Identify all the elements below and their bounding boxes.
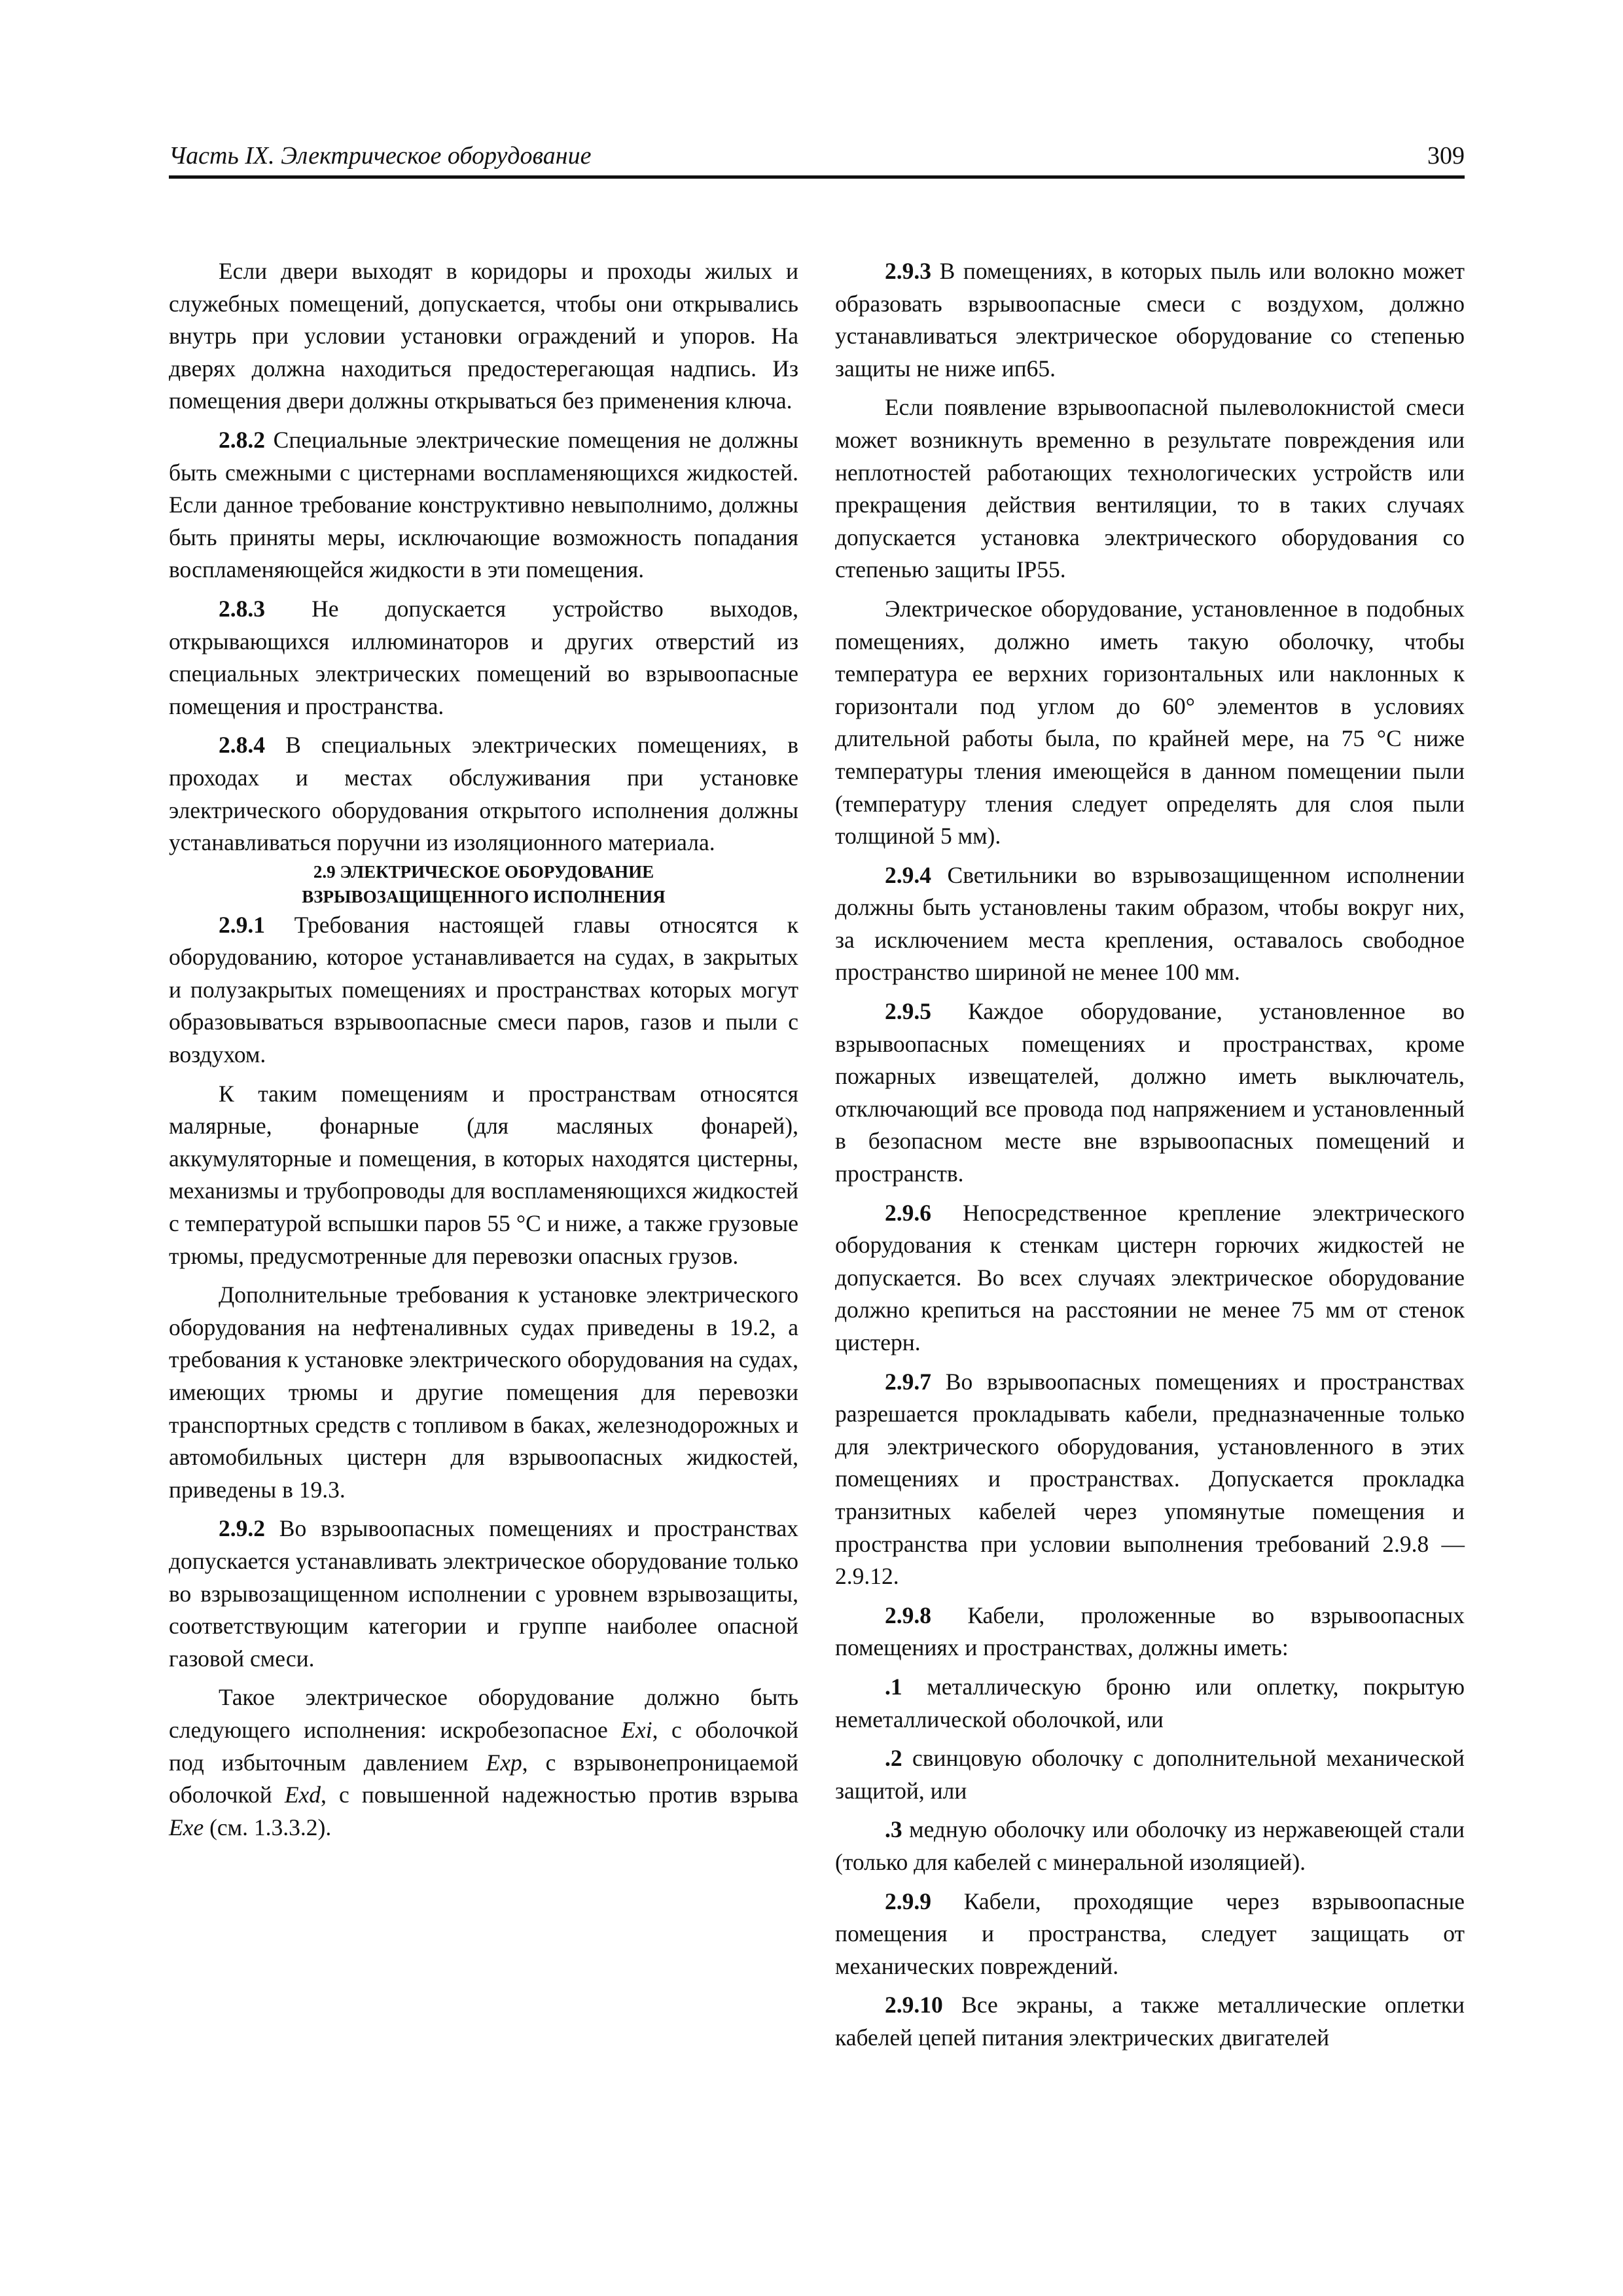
symbol-exp: Exp [486, 1749, 522, 1776]
paragraph: К таким помещениям и пространствам относятся малярные, фонарные (для масляных фонарей), аккумуляторные и помещения, в которых находятся цистерны, механизмы и трубопроводы для воспламеняющихся жидкостей с температурой вспышки паров 55 °C и ниже, а также грузовые трюмы, предусмотренные для перевозки опасных грузов. [169, 1080, 798, 1269]
section-heading-line-1: 2.9 ЭЛЕКТРИЧЕСКОЕ ОБОРУДОВАНИЕ [313, 861, 654, 882]
list-item-number: .2 [885, 1745, 902, 1772]
clause-text: Каждое оборудование, установленное во взрывоопасных помещениях и пространствах, кроме пожарных извещателей, должно иметь выключатель, отключающий все провода под напряжением и установленный в безопасном месте вне взрывоопасных помещений и пространств. [835, 998, 1465, 1187]
paragraph-2-9-4 [835, 859, 1465, 989]
section-heading [169, 859, 798, 909]
text-run: , с повышенной надежностью против взрыва [321, 1782, 798, 1808]
symbol-exe: Exe [169, 1814, 204, 1840]
text-run: , с оболочкой под избыточным давлением [169, 1716, 798, 1776]
paragraph: Если появление взрывоопасной пылеволокнистой смеси может возникнуть временно в результате повреждения или неплотностей работающих технологических устройств или прекращения действия вентиляции, то в таких случаях допускается установка электрического оборудования со степенью защиты IP55. [835, 394, 1465, 583]
paragraph-2-9-7 [835, 1366, 1465, 1593]
clause-text: Непосредственное крепление электрического оборудования к стенкам цистерн горючих жидкостей не допускается. Во всех случаях электрическое оборудование должно крепиться на расстоянии не менее 75 мм от стенок цистерн. [835, 1199, 1465, 1355]
list-item-number: .1 [885, 1673, 902, 1700]
clause-text: Все экраны, а также металлические оплетки кабелей цепей питания электрических двигателей [835, 1992, 1465, 2051]
paragraph-2-9-9 [835, 1886, 1465, 1983]
paragraph-2-9-8 [835, 1600, 1465, 1664]
left-column [169, 255, 798, 1844]
clause-number: 2.9.8 [885, 1602, 931, 1628]
paragraph-2-9-3 [835, 255, 1465, 385]
right-column [835, 255, 1465, 2054]
clause-number: 2.9.9 [885, 1888, 931, 1914]
clause-text: Во взрывоопасных помещениях и пространствах разрешается прокладывать кабели, предназначенные только для электрического оборудования, установленного в этих помещениях и пространствах. Допускается прокладка транзитных кабелей через упомянутые помещения и пространства при условии выполнения требований 2.9.8 — 2.9.12. [835, 1368, 1465, 1590]
clause-number: 2.9.5 [885, 998, 931, 1025]
clause-number: 2.9.4 [885, 861, 931, 888]
paragraph-2-8-4 [169, 729, 798, 859]
page-number: 309 [1427, 142, 1465, 170]
list-item [835, 1814, 1465, 1878]
list-item-text: металлическую броню или оплетку, покрытую неметаллической оболочкой, или [835, 1673, 1465, 1732]
paragraph-2-8-3 [169, 593, 798, 723]
list-item [835, 1671, 1465, 1736]
paragraph-2-9-10 [835, 1989, 1465, 2054]
clause-text: Требования настоящей главы относятся к оборудованию, которое устанавливается на судах, в закрытых и полузакрытых помещениях и пространствах которых могут образовываться взрывоопасные смеси паров, газов и пыли с воздухом. [169, 911, 798, 1068]
clause-number: 2.9.10 [885, 1992, 943, 2018]
clause-number: 2.9.7 [885, 1368, 931, 1395]
clause-text: Светильники во взрывозащищенном исполнении должны быть установлены таким образом, чтобы вокруг них, за исключением места крепления, оставалось свободное пространство шириной не менее 100 мм. [835, 861, 1465, 986]
running-head-title: Часть IX. Электрическое оборудование [169, 142, 592, 170]
header-rule [169, 175, 1465, 179]
list-item-text: свинцовую оболочку с дополнительной механической защитой, или [835, 1745, 1465, 1804]
clause-text: Не допускается устройство выходов, открывающихся иллюминаторов и других отверстий из специальных электрических помещений во взрывоопасные помещения и пространства. [169, 595, 798, 719]
clause-text: Во взрывоопасных помещениях и пространствах допускается устанавливать электрическое оборудование только во взрывозащищенном исполнении с уровнем взрывозащиты, соответствующим категории и группе наиболее опасной газовой смеси. [169, 1515, 798, 1672]
list-item [835, 1742, 1465, 1807]
clause-number: 2.9.1 [219, 911, 265, 938]
clause-text: Специальные электрические помещения не должны быть смежными с цистернами воспламеняющихся жидкостей. Если данное требование конструктивно невыполнимо, должны быть приняты меры, исключающие возможность попадания воспламеняющейся жидкости в эти помещения. [169, 426, 798, 583]
text-run: , с взрывонепроницаемой оболочкой [169, 1749, 798, 1808]
clause-number: 2.8.3 [219, 595, 265, 622]
paragraph-2-8-2 [169, 424, 798, 586]
clause-text: Кабели, проложенные во взрывоопасных помещениях и пространствах, должны иметь: [835, 1602, 1465, 1661]
list-item-text: медную оболочку или оболочку из нержавеющей стали (только для кабелей с минеральной изоляцией). [835, 1816, 1465, 1875]
clause-text: В помещениях, в которых пыль или волокно может образовать взрывоопасные смеси с воздухом, должно устанавливаться электрическое оборудование со степенью защиты не ниже ип65. [835, 258, 1465, 382]
clause-text: В специальных электрических помещениях, в проходах и местах обслуживания при установке электрического оборудования открытого исполнения должны устанавливаться поручни из изоляционного материала. [169, 732, 798, 856]
clause-number: 2.9.2 [219, 1515, 265, 1542]
page-header [169, 141, 1465, 181]
clause-number: 2.8.4 [219, 732, 265, 759]
paragraph-2-9-5 [835, 996, 1465, 1191]
list-item-number: .3 [885, 1816, 902, 1843]
clause-number: 2.9.3 [885, 258, 931, 284]
paragraph: Если двери выходят в коридоры и проходы жилых и служебных помещений, допускается, чтобы они открывались внутрь при условии установки ограждений и упоров. На дверях должна находиться предостерегающая надпись. Из помещения двери должны открываться без применения ключа. [169, 258, 798, 414]
section-heading-line-2: ВЗРЫВОЗАЩИЩЕННОГО ИСПОЛНЕНИЯ [302, 886, 666, 906]
text-run: (см. 1.3.3.2). [204, 1814, 332, 1840]
paragraph-2-9-6 [835, 1197, 1465, 1359]
clause-number: 2.9.6 [885, 1199, 931, 1226]
clause-text: Кабели, проходящие через взрывоопасные помещения и пространства, следует защищать от механических повреждений. [835, 1888, 1465, 1979]
paragraph: Электрическое оборудование, установленное в подобных помещениях, должно иметь такую оболочку, чтобы температура ее верхних горизонтальных или наклонных к горизонтали под углом до 60° элементов в условиях длительной работы была, по крайней мере, на 75 °C ниже температуры тления имеющейся в данном помещении пыли (температуру тления следует определять для слоя пыли толщиной 5 мм). [835, 595, 1465, 850]
paragraph-explosion-protection-types [169, 1681, 798, 1844]
paragraph-2-9-1 [169, 909, 798, 1071]
paragraph-2-9-2 [169, 1513, 798, 1675]
symbol-exd: Exd [284, 1782, 321, 1808]
symbol-exi: Exi [621, 1716, 652, 1743]
text-run: Такое электрическое оборудование должно быть следующего исполнения: искробезопасное [169, 1684, 798, 1743]
paragraph: Дополнительные требования к установке электрического оборудования на нефтеналивных судах приведены в 19.2, а требования к установке электрического оборудования на судах, имеющих трюмы и другие помещения для перевозки транспортных средств с топливом в баках, железнодорожных и автомобильных цистерн для взрывоопасных жидкостей, приведены в 19.3. [169, 1282, 798, 1503]
clause-number: 2.8.2 [219, 426, 265, 453]
